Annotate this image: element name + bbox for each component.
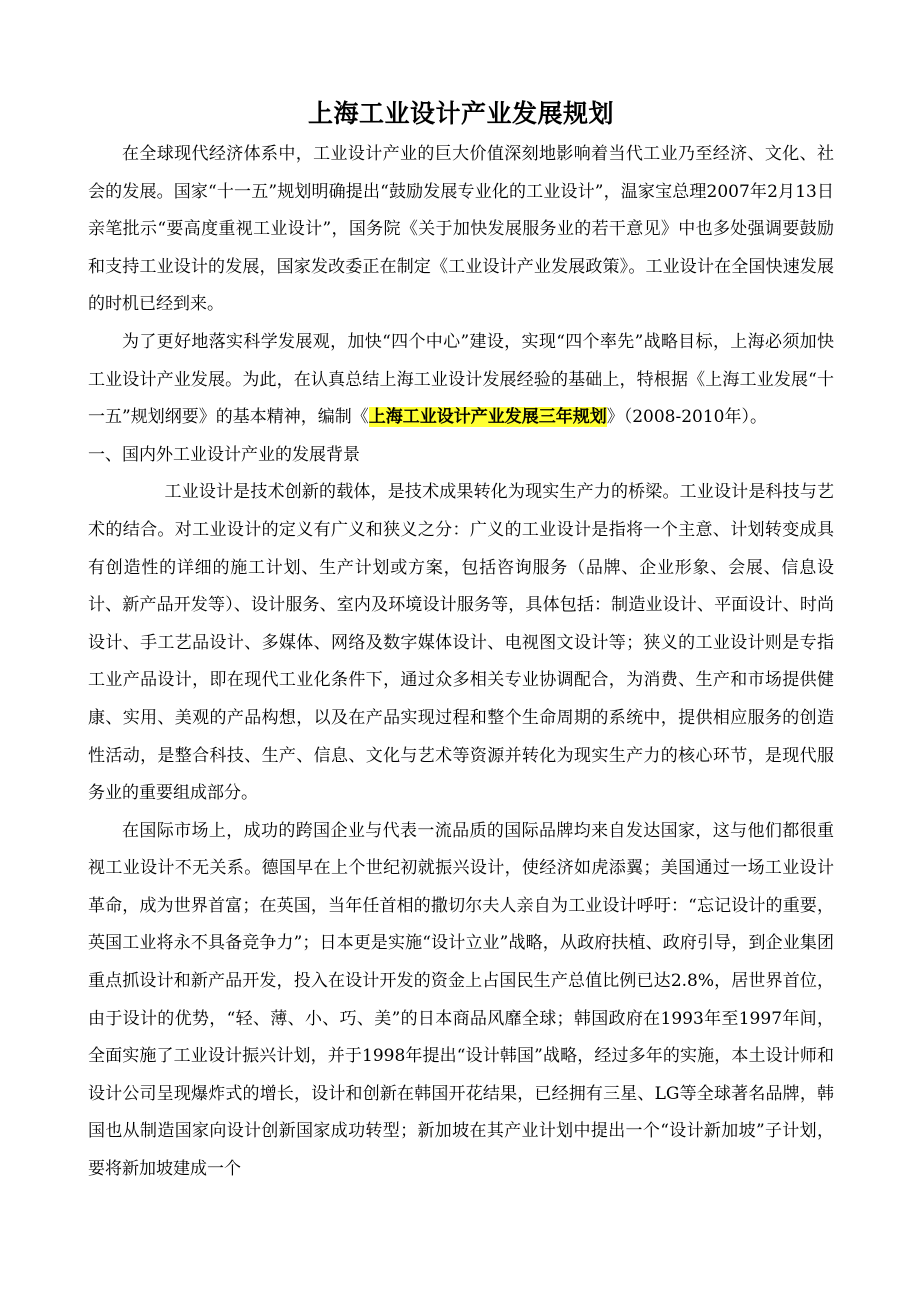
section-1-paragraph-2: 在国际市场上，成功的跨国企业与代表一流品质的国际品牌均来自发达国家，这与他们都很重视工业设计不无关系。德国早在上个世纪初就振兴设计，使经济如虎添翼；美国通过一场工业设计革命，成为世界首富；在英国，当年任首相的撒切尔夫人亲自为工业设计呼吁：“忘记设计的重要，英国工业将永不具备竞争力”；日本更是实施“设计立业”战略，从政府扶植、政府引导，到企业集团重点抓设计和新产品开发，投入在设计开发的资金上占国民生产总值比例已达2.8%，居世界首位，由于设计的优势，“轻、薄、小、巧、美”的日本商品风靡全球；韩国政府在1993年至1997年间，全面实施了工业设计振兴计划，并于1998年提出“设计韩国”战略，经过多年的实施，本土设计师和设计公司呈现爆炸式的增长，设计和创新在韩国开花结果，已经拥有三星、LG等全球著名品牌，韩国也从制造国家向设计创新国家成功转型；新加坡在其产业计划中提出一个“设计新加坡”子计划，要将新加坡建成一个 bbox=[88, 820, 834, 1180]
intro-paragraph-1: 在全球现代经济体系中，工业设计产业的巨大价值深刻地影响着当代工业乃至经济、文化、社会的发展。国家“十一五”规划明确提出“鼓励发展专业化的工业设计”，温家宝总理2007年2月13日亲笔批示“要高度重视工业设计”，国务院《关于加快发展服务业的若干意见》中也多处强调要鼓励和支持工业设计的发展，国家发改委正在制定《工业设计产业发展政策》。工业设计在全国快速发展的时机已经到来。 bbox=[88, 144, 834, 315]
section-1-heading: 一、国内外工业设计产业的发展背景 bbox=[88, 444, 360, 465]
document-page bbox=[88, 92, 834, 1189]
section-1-paragraph-1: 工业设计是技术创新的载体，是技术成果转化为现实生产力的桥梁。工业设计是科技与艺术的结合。对工业设计的定义有广义和狭义之分：广义的工业设计是指将一个主意、计划转变成具有创造性的详细的施工计划、生产计划或方案，包括咨询服务（品牌、企业形象、会展、信息设计、新产品开发等）、设计服务、室内及环境设计服务等，具体包括：制造业设计、平面设计、时尚设计、手工艺品设计、多媒体、网络及数字媒体设计、电视图文设计等；狭义的工业设计则是专指工业产品设计，即在现代工业化条件下，通过众多相关专业协调配合，为消费、生产和市场提供健康、实用、美观的产品构想，以及在产品实现过程和整个生命周期的系统中，提供相应服务的创造性活动，是整合科技、生产、信息、文化与艺术等资源并转化为现实生产力的核心环节，是现代服务业的重要组成部分。 bbox=[88, 482, 834, 804]
intro-paragraph-2-text-after: 》（2008-2010年）。 bbox=[606, 407, 767, 428]
highlighted-plan-title: 上海工业设计产业发展三年规划 bbox=[368, 407, 607, 428]
intro-paragraph-2 bbox=[88, 324, 834, 437]
document-title: 上海工业设计产业发展规划 bbox=[307, 99, 614, 128]
intro-paragraph-2-text-before: 为了更好地落实科学发展观，加快“四个中心”建设，实现“四个率先”战略目标，上海必须加快工业设计产业发展。为此，在认真总结上海工业设计发展经验的基础上，特根据《上海工业发展“十一五”规划纲要》的基本精神，编制《 bbox=[88, 331, 834, 428]
